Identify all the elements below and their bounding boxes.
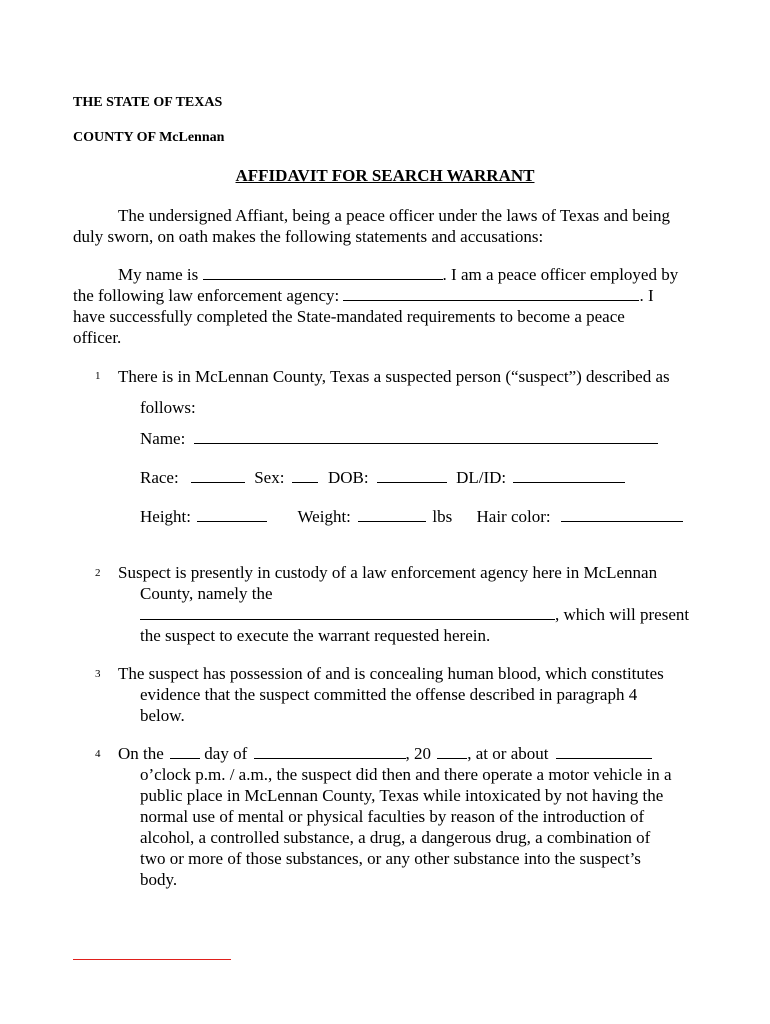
- para-1-number: 1: [95, 370, 101, 382]
- para-4-line-7: body.: [140, 870, 178, 889]
- dob-blank[interactable]: [377, 467, 447, 483]
- intro-line-1: The undersigned Affiant, being a peace officer under the laws of Texas and being: [118, 206, 671, 225]
- officer-line-1: [118, 264, 678, 285]
- sex-label: Sex:: [254, 468, 285, 487]
- employed-text: . I am a peace officer employed by: [442, 265, 679, 284]
- on-the-text: On the: [118, 744, 164, 763]
- year-prefix-text: , 20: [405, 744, 432, 763]
- time-blank[interactable]: [556, 743, 652, 759]
- race-label: Race:: [140, 468, 179, 487]
- para-4-line-6: two or more of those substances, or any other substance into the suspect’s: [140, 849, 641, 868]
- weight-blank[interactable]: [358, 506, 426, 522]
- race-blank[interactable]: [191, 467, 245, 483]
- day-of-text: day of: [204, 744, 248, 763]
- weight-label: Weight:: [297, 507, 351, 526]
- height-blank[interactable]: [197, 506, 267, 522]
- will-present-text: , which will present: [555, 605, 690, 624]
- month-blank[interactable]: [254, 743, 406, 759]
- para-4-line-4: normal use of mental or physical faculties by reason of the introduction of: [140, 807, 645, 826]
- para-4-line-5: alcohol, a controlled substance, a drug, a dangerous drug, a combination of: [140, 828, 651, 847]
- officer-name-blank[interactable]: [203, 264, 443, 280]
- officer-line-2: [73, 285, 654, 306]
- hair-label: Hair color:: [476, 507, 551, 526]
- para-4-line-3: public place in McLennan County, Texas while intoxicated by not having the: [140, 786, 664, 805]
- para-2-line-4: the suspect to execute the warrant requested herein.: [140, 626, 491, 645]
- suspect-name-row: [140, 428, 658, 449]
- para-3-number: 3: [95, 668, 101, 680]
- para-2-number: 2: [95, 567, 101, 579]
- officer-line-3: have successfully completed the State-mandated requirements to become a peace: [73, 307, 625, 326]
- race-row: [140, 467, 625, 488]
- para-3-line-1: The suspect has possession of and is concealing human blood, which constitutes: [118, 664, 664, 683]
- para-3-line-2: evidence that the suspect committed the offense described in paragraph 4: [140, 685, 638, 704]
- name-blank[interactable]: [194, 428, 658, 444]
- hair-blank[interactable]: [561, 506, 683, 522]
- agency-name-blank[interactable]: [140, 604, 555, 620]
- agency-blank[interactable]: [343, 285, 639, 301]
- para-1-follows: follows:: [140, 398, 196, 417]
- footnote-separator-line: [73, 959, 231, 960]
- state-heading: THE STATE OF TEXAS: [73, 95, 223, 110]
- dlid-blank[interactable]: [513, 467, 625, 483]
- day-blank[interactable]: [170, 743, 200, 759]
- para-4-line-2: o’clock p.m. / a.m., the suspect did then and there operate a motor vehicle in a: [140, 765, 672, 784]
- county-heading: COUNTY OF McLennan: [73, 130, 225, 145]
- height-row: [140, 506, 683, 527]
- para-4-line-1: [118, 743, 652, 764]
- para-2-line-3: [140, 604, 689, 625]
- para-2-line-2: County, namely the: [140, 584, 273, 603]
- para-3-line-3: below.: [140, 706, 185, 725]
- at-about-text: , at or about: [467, 744, 549, 763]
- officer-line-4: officer.: [73, 328, 122, 347]
- dob-label: DOB:: [327, 468, 369, 487]
- year-blank[interactable]: [437, 743, 467, 759]
- sex-blank[interactable]: [292, 467, 318, 483]
- my-name-label: My name is: [118, 265, 199, 284]
- lbs-label: lbs: [432, 507, 453, 526]
- para-4-number: 4: [95, 748, 101, 760]
- intro-line-2: duly sworn, on oath makes the following statements and accusations:: [73, 227, 544, 246]
- dlid-label: DL/ID:: [456, 468, 507, 487]
- para-1-line-1: There is in McLennan County, Texas a suspected person (“suspect”) described as: [118, 367, 670, 386]
- name-label: Name:: [140, 429, 186, 448]
- height-label: Height:: [140, 507, 191, 526]
- agency-label: the following law enforcement agency:: [73, 286, 340, 305]
- period-i: . I: [639, 286, 654, 305]
- para-2-line-1: Suspect is presently in custody of a law enforcement agency here in McLennan: [118, 563, 658, 582]
- document-title: AFFIDAVIT FOR SEARCH WARRANT: [235, 166, 535, 185]
